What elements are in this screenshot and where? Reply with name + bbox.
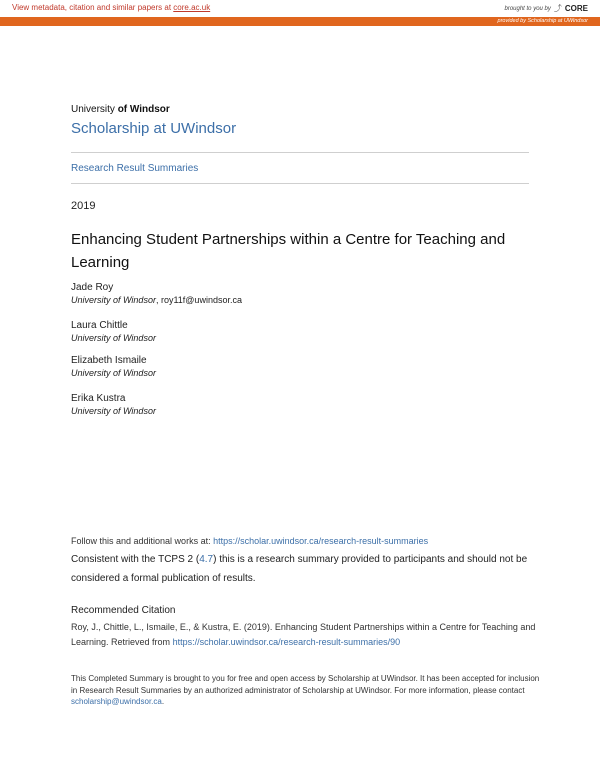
tcps-section-link[interactable]: 4.7 <box>199 554 214 565</box>
author-email: , roy11f@uwindsor.ca <box>155 295 242 305</box>
author-name: Jade Roy <box>71 282 114 293</box>
core-ac-uk-link[interactable]: core.ac.uk <box>173 3 211 12</box>
divider <box>71 152 529 153</box>
divider <box>71 183 529 184</box>
paper-title: Enhancing Student Partnerships within a Centre for Teaching and Learning <box>71 231 506 271</box>
core-logo-text: CORE <box>564 4 588 13</box>
provided-by-bar <box>0 17 600 26</box>
citation-url-link[interactable]: https://scholar.uwindsor.ca/research-result-summaries/90 <box>172 637 401 647</box>
tcps-prefix: Consistent with the TCPS 2 ( <box>71 554 200 565</box>
citation-heading: Recommended Citation <box>71 605 176 616</box>
repository-link[interactable]: Scholarship at UWindsor <box>71 120 237 137</box>
contact-email-link[interactable]: scholarship@uwindsor.ca <box>71 697 162 706</box>
follow-works <box>71 536 428 546</box>
metadata-prefix: View metadata, citation and similar papers at <box>12 3 174 12</box>
university-name <box>71 104 170 115</box>
citation-text <box>71 620 541 650</box>
follow-prefix: Follow this and additional works at: <box>71 536 214 546</box>
citation-body: Roy, J., Chittle, L., Ismaile, E., & Kustra, E. (2019). Enhancing Student Partnerships within a Centre for Teaching and Learning. Retrieved from <box>71 622 536 647</box>
author-entry <box>71 355 156 378</box>
author-name: Erika Kustra <box>71 393 126 404</box>
brought-to-you-by <box>505 3 589 14</box>
author-name: Elizabeth Ismaile <box>71 355 147 366</box>
author-entry <box>71 393 156 416</box>
access-notice-text: This Completed Summary is brought to you for free and open access by Scholarship at UWindsor. It has been accepted for inclusion in Research Result Summaries by an authorized administrator of Scholarship at UWindsor. For more information, please contact <box>71 674 540 695</box>
follow-url-link[interactable]: https://scholar.uwindsor.ca/research-result-summaries <box>213 536 429 546</box>
top-bar <box>0 0 600 17</box>
author-entry <box>71 320 156 343</box>
provided-by-text[interactable]: provided by Scholarship at UWindsor <box>497 18 588 24</box>
tcps-suffix: ) this is a research summary provided to participants and should not be considered a formal publication of results. <box>71 554 528 584</box>
author-affiliation: University of Windsor <box>71 406 156 416</box>
author-affiliation: University of Windsor <box>71 333 156 343</box>
author-affiliation <box>71 295 242 305</box>
publication-year: 2019 <box>71 200 96 212</box>
university-name-part1: University <box>71 104 118 115</box>
access-notice-end: . <box>161 697 165 706</box>
brought-by-text: brought to you by <box>504 5 551 12</box>
core-logo-icon: ⤴ <box>553 4 562 13</box>
access-notice <box>71 673 541 708</box>
tcps-statement <box>71 550 536 588</box>
author-entry <box>71 282 242 305</box>
series-link[interactable]: Research Result Summaries <box>71 163 199 174</box>
author-affiliation: University of Windsor <box>71 368 156 378</box>
university-name-part2: of Windsor <box>117 104 170 115</box>
core-metadata-link[interactable] <box>12 3 210 12</box>
author-name: Laura Chittle <box>71 320 128 331</box>
affiliation-text: University of Windsor <box>71 295 156 305</box>
